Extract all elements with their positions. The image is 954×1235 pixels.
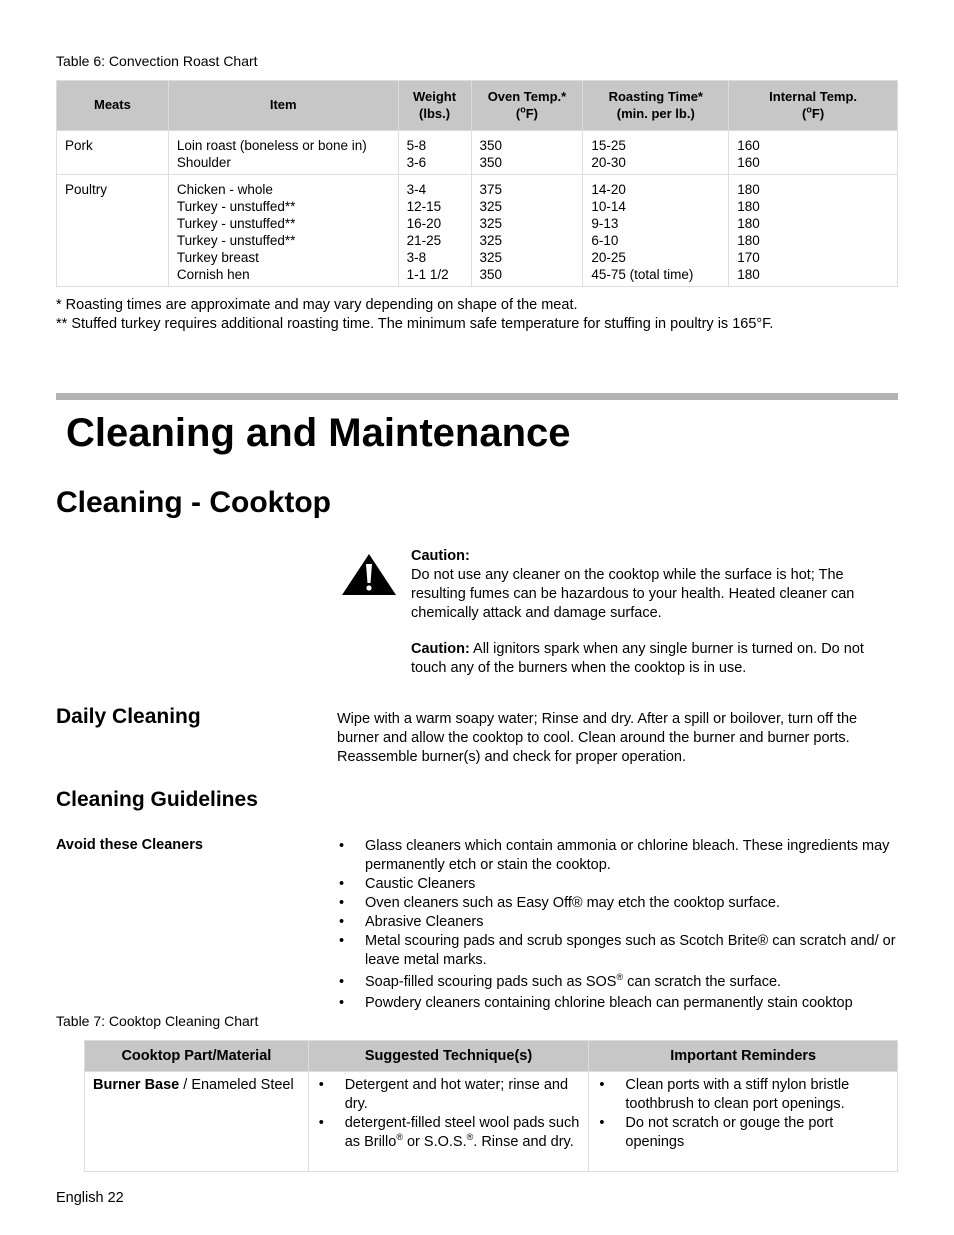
- oven-temp-cell: 375 325 325 325 325 350: [471, 175, 583, 287]
- header-weight: Weight (lbs.): [398, 81, 471, 131]
- part-cell: Burner Base / Enameled Steel: [85, 1072, 309, 1172]
- cleaning-guidelines-title: Cleaning Guidelines: [56, 788, 258, 811]
- caution-block-1: [411, 547, 901, 623]
- table6-caption: Table 6: Convection Roast Chart: [56, 53, 258, 69]
- internal-temp-cell: 180 180 180 180 170 180: [729, 175, 898, 287]
- table-row: [57, 131, 898, 175]
- list-item: • Powdery cleaners containing chlorine bleach can permanently stain cooktop: [337, 994, 899, 1013]
- table-row: [57, 175, 898, 287]
- technique-cell: [308, 1072, 589, 1172]
- list-item: • Do not scratch or gouge the port openings: [597, 1114, 889, 1152]
- item-cell: Loin roast (boneless or bone in) Shoulder: [168, 131, 398, 175]
- list-item: • Abrasive Cleaners: [337, 913, 899, 932]
- convection-roast-table: [56, 80, 898, 287]
- meat-cell: Poultry: [57, 175, 169, 287]
- caution-label: Caution:: [411, 548, 470, 564]
- list-item: • Oven cleaners such as Easy Off® may etch the cooktop surface.: [337, 894, 899, 913]
- header-item: Item: [168, 81, 398, 131]
- table7-header-row: [85, 1041, 898, 1072]
- table6-header-row: [57, 81, 898, 131]
- header-part: Cooktop Part/Material: [85, 1041, 309, 1072]
- list-item: • detergent-filled steel wool pads such as Brillo® or S.O.S.®. Rinse and dry.: [317, 1114, 581, 1152]
- roasting-note-2: ** Stuffed turkey requires additional roasting time. The minimum safe temperature for stuffing in poultry is 165°F.: [56, 316, 774, 332]
- caution-label: Caution:: [411, 641, 470, 657]
- section-title: Cleaning and Maintenance: [66, 411, 571, 455]
- list-item: • Soap-filled scouring pads such as SOS® can scratch the surface.: [337, 973, 899, 992]
- table7-caption: Table 7: Cooktop Cleaning Chart: [56, 1013, 259, 1029]
- weight-cell: 3-4 12-15 16-20 21-25 3-8 1-1 1/2: [398, 175, 471, 287]
- daily-cleaning-text: Wipe with a warm soapy water; Rinse and dry. After a spill or boilover, turn off the burner and allow the cooktop to cool. Clean around the burner and burner ports. Reassemble burner(s) and check for proper operation.: [337, 711, 858, 765]
- list-item: • Metal scouring pads and scrub sponges such as Scotch Brite® can scratch and/ or leave metal marks.: [337, 932, 899, 970]
- technique-list: [317, 1076, 581, 1152]
- avoid-cleaners-label: Avoid these Cleaners: [56, 837, 203, 853]
- subsection-title: Cleaning - Cooktop: [56, 486, 331, 519]
- roasting-time-cell: 14-20 10-14 9-13 6-10 20-25 45-75 (total time): [583, 175, 729, 287]
- roasting-note-1: * Roasting times are approximate and may vary depending on shape of the meat.: [56, 297, 578, 313]
- meat-cell: Pork: [57, 131, 169, 175]
- header-technique: Suggested Technique(s): [308, 1041, 589, 1072]
- daily-cleaning-title: Daily Cleaning: [56, 705, 201, 728]
- caution-block-2: [411, 640, 901, 678]
- caution-text: All ignitors spark when any single burner is turned on. Do not touch any of the burners when the cooktop is in use.: [411, 641, 864, 676]
- list-item: • Glass cleaners which contain ammonia or chlorine bleach. These ingredients may permanently etch or stain the cooktop.: [337, 837, 899, 875]
- header-roasting-time: Roasting Time* (min. per lb.): [583, 81, 729, 131]
- reminders-cell: [589, 1072, 898, 1172]
- header-meats: Meats: [57, 81, 169, 131]
- item-cell: Chicken - whole Turkey - unstuffed** Turkey - unstuffed** Turkey - unstuffed** Turkey breast Cornish hen: [168, 175, 398, 287]
- header-internal-temp: Internal Temp. ($^o$F): [729, 81, 898, 131]
- header-oven-temp: Oven Temp.* ($^o$F): [471, 81, 583, 131]
- internal-temp-cell: 160 160: [729, 131, 898, 175]
- list-item: • Caustic Cleaners: [337, 875, 899, 894]
- oven-temp-cell: 350 350: [471, 131, 583, 175]
- section-divider: [56, 393, 898, 400]
- warning-icon: [340, 552, 398, 597]
- weight-cell: 5-8 3-6: [398, 131, 471, 175]
- header-reminders: Important Reminders: [589, 1041, 898, 1072]
- cooktop-cleaning-table: [84, 1040, 898, 1172]
- avoid-cleaners-list: [337, 837, 899, 1013]
- list-item: • Detergent and hot water; rinse and dry.: [317, 1076, 581, 1114]
- roasting-time-cell: 15-25 20-30: [583, 131, 729, 175]
- table-row: [85, 1072, 898, 1172]
- reminders-list: [597, 1076, 889, 1152]
- page-footer: English 22: [56, 1190, 124, 1206]
- list-item: • Clean ports with a stiff nylon bristle toothbrush to clean port openings.: [597, 1076, 889, 1114]
- caution-text: Do not use any cleaner on the cooktop while the surface is hot; The resulting fumes can be hazardous to your health. Heated cleaner can chemically attack and damage surface.: [411, 567, 855, 621]
